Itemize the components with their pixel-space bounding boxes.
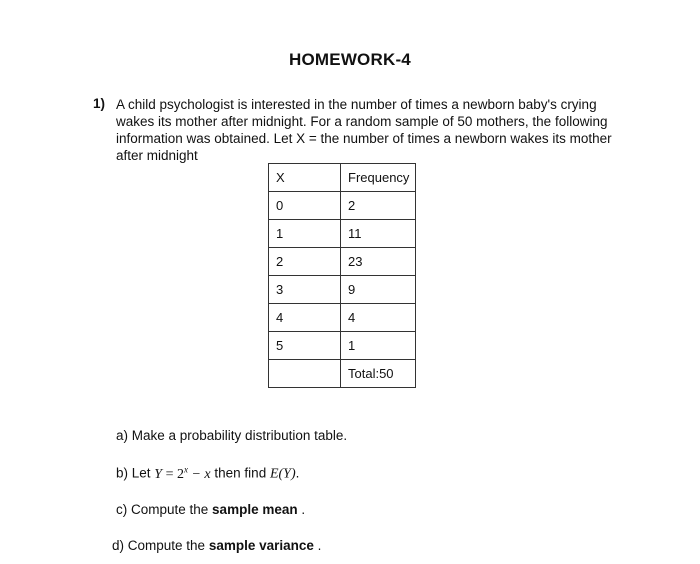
- cell-frequency: 23: [341, 248, 416, 276]
- cell-frequency: 9: [341, 276, 416, 304]
- question-d-suffix: .: [313, 538, 322, 553]
- cell-total-x: [269, 360, 341, 388]
- cell-x: 1: [269, 220, 341, 248]
- formula-eq: = 2: [162, 466, 184, 482]
- question-b-prefix: b) Let: [116, 465, 155, 481]
- problem-statement: A child psychologist is interested in the number of times a newborn baby's crying wakes its mother after midnight. For a random sample of 50 mothers, the following information was obtained. Let X = the number of times a newborn wakes its mother after midnight: [116, 97, 612, 163]
- header-frequency: Frequency: [341, 164, 416, 192]
- question-b-middle: then find: [210, 465, 270, 481]
- table-row: [269, 192, 416, 220]
- cell-x: 0: [269, 192, 341, 220]
- header-x: X: [269, 164, 341, 192]
- question-c-bold: sample mean: [212, 502, 298, 517]
- question-b-suffix: .: [295, 465, 300, 481]
- cell-total: Total:50: [341, 360, 416, 388]
- table-row: [269, 276, 416, 304]
- table-row: [269, 248, 416, 276]
- cell-frequency: 1: [341, 332, 416, 360]
- formula-expectation: E(Y): [269, 466, 296, 482]
- cell-x: 3: [269, 276, 341, 304]
- question-c-prefix: c) Compute the: [116, 502, 213, 517]
- table-row: [269, 220, 416, 248]
- question-c-suffix: .: [297, 502, 306, 517]
- formula-rest: − x: [187, 466, 211, 482]
- table-row: [269, 304, 416, 332]
- problem-number: 1): [93, 96, 106, 111]
- cell-frequency: 11: [341, 220, 416, 248]
- question-c: [116, 502, 305, 517]
- formula-exponent: x: [183, 464, 188, 474]
- formula-lhs: Y: [154, 466, 163, 482]
- table-header-row: [269, 164, 416, 192]
- question-d: [112, 538, 321, 553]
- table-row: [269, 332, 416, 360]
- frequency-table: [268, 163, 416, 388]
- question-a: a) Make a probability distribution table.: [116, 428, 348, 443]
- cell-frequency: 4: [341, 304, 416, 332]
- question-b: [116, 464, 299, 483]
- table-total-row: [269, 360, 416, 388]
- cell-x: 5: [269, 332, 341, 360]
- page-title: HOMEWORK-4: [289, 50, 411, 69]
- cell-x: 2: [269, 248, 341, 276]
- question-d-bold: sample variance: [208, 538, 314, 553]
- cell-x: 4: [269, 304, 341, 332]
- cell-frequency: 2: [341, 192, 416, 220]
- question-d-prefix: d) Compute the: [112, 538, 209, 553]
- formula-y-definition: [154, 464, 211, 482]
